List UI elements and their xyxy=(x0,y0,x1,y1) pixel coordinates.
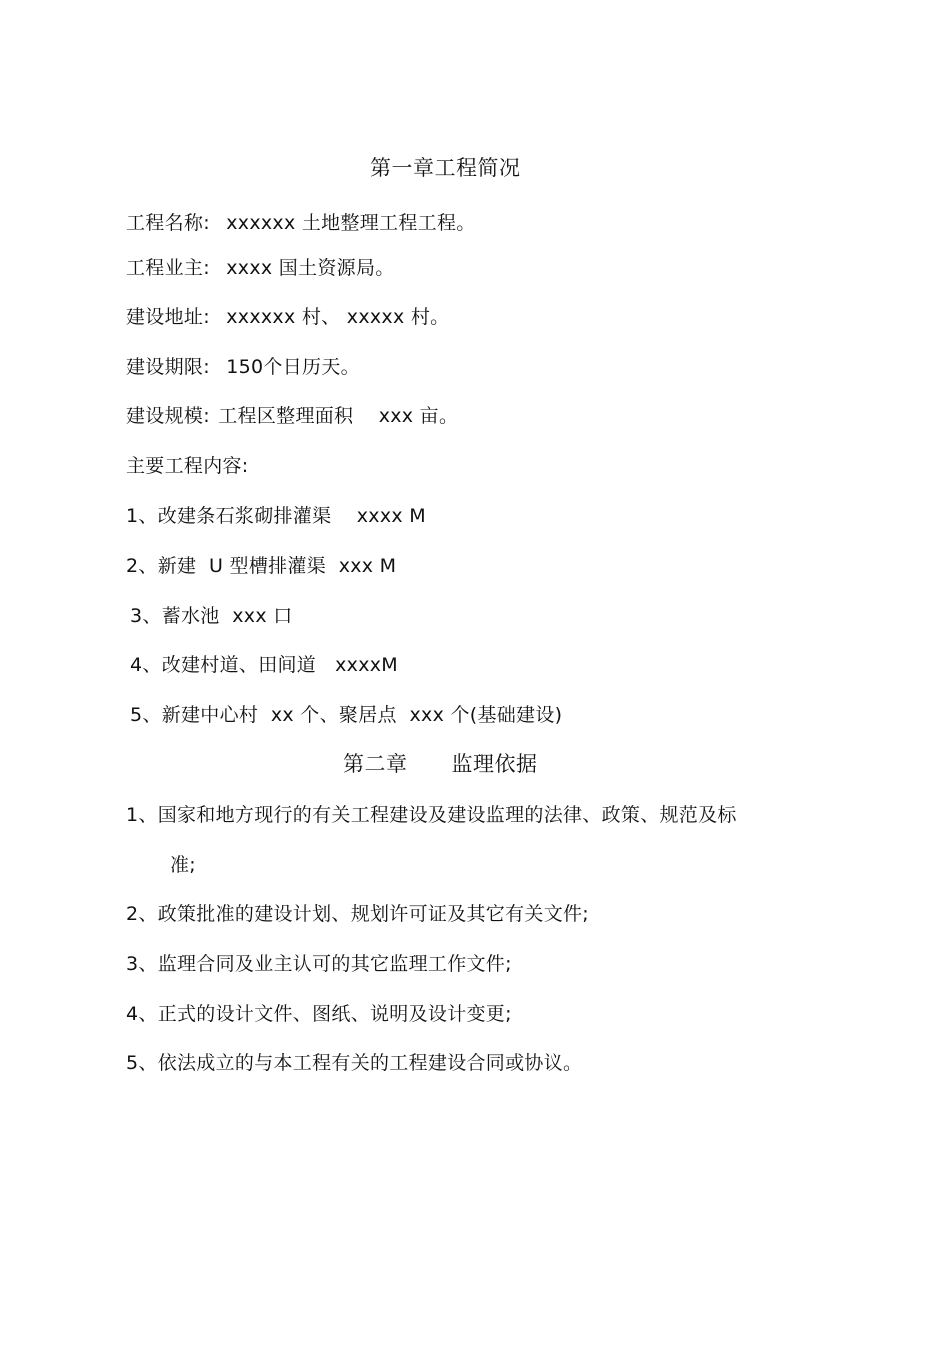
field-value: xxxx 国土资源局。 xyxy=(226,257,395,279)
field-label: 工程名称: xyxy=(126,212,210,234)
list-item: 3、蓄水池 xxx 口 xyxy=(130,605,293,627)
list-item-continuation: 准; xyxy=(170,854,197,876)
list-item: 4、改建村道、田间道 xxxxM xyxy=(130,654,398,676)
list-item: 5、依法成立的与本工程有关的工程建设合同或协议。 xyxy=(126,1052,583,1074)
list-item: 5、新建中心村 xx 个、聚居点 xxx 个(基础建设) xyxy=(130,704,563,726)
field-label: 建设规模: xyxy=(126,405,210,427)
list-item: 4、正式的设计文件、图纸、说明及设计变更; xyxy=(126,1003,512,1025)
field-value: 150个日历天。 xyxy=(226,356,360,378)
list-item: 2、政策批准的建设计划、规划许可证及其它有关文件; xyxy=(126,903,589,925)
list-item: 3、监理合同及业主认可的其它监理工作文件; xyxy=(126,953,512,975)
chapter2-title-left: 第二章 xyxy=(343,752,408,776)
field-site-address xyxy=(126,305,449,329)
field-label: 建设期限: xyxy=(126,356,210,378)
field-label: 建设地址: xyxy=(126,306,210,328)
field-project-owner xyxy=(126,256,395,280)
main-content-heading: 主要工程内容: xyxy=(126,455,249,477)
field-label: 工程业主: xyxy=(126,257,210,279)
field-value: xxxxxx 村、 xxxxx 村。 xyxy=(226,306,450,328)
field-value: xxxxxx 土地整理工程工程。 xyxy=(226,212,476,234)
field-construction-scale xyxy=(126,404,458,428)
list-item: 2、新建 U 型槽排灌渠 xxx M xyxy=(126,555,397,577)
field-construction-period xyxy=(126,355,360,379)
list-item: 1、国家和地方现行的有关工程建设及建设监理的法律、政策、规范及标 xyxy=(126,804,737,826)
chapter2-title-right: 监理依据 xyxy=(451,752,538,776)
list-item: 1、改建条石浆砌排灌渠 xxxx M xyxy=(126,505,426,527)
chapter1-title: 第一章工程简况 xyxy=(370,156,521,180)
field-value: 工程区整理面积 xxx 亩。 xyxy=(218,405,459,427)
chapter2-title xyxy=(343,751,538,777)
field-project-name xyxy=(126,211,476,235)
